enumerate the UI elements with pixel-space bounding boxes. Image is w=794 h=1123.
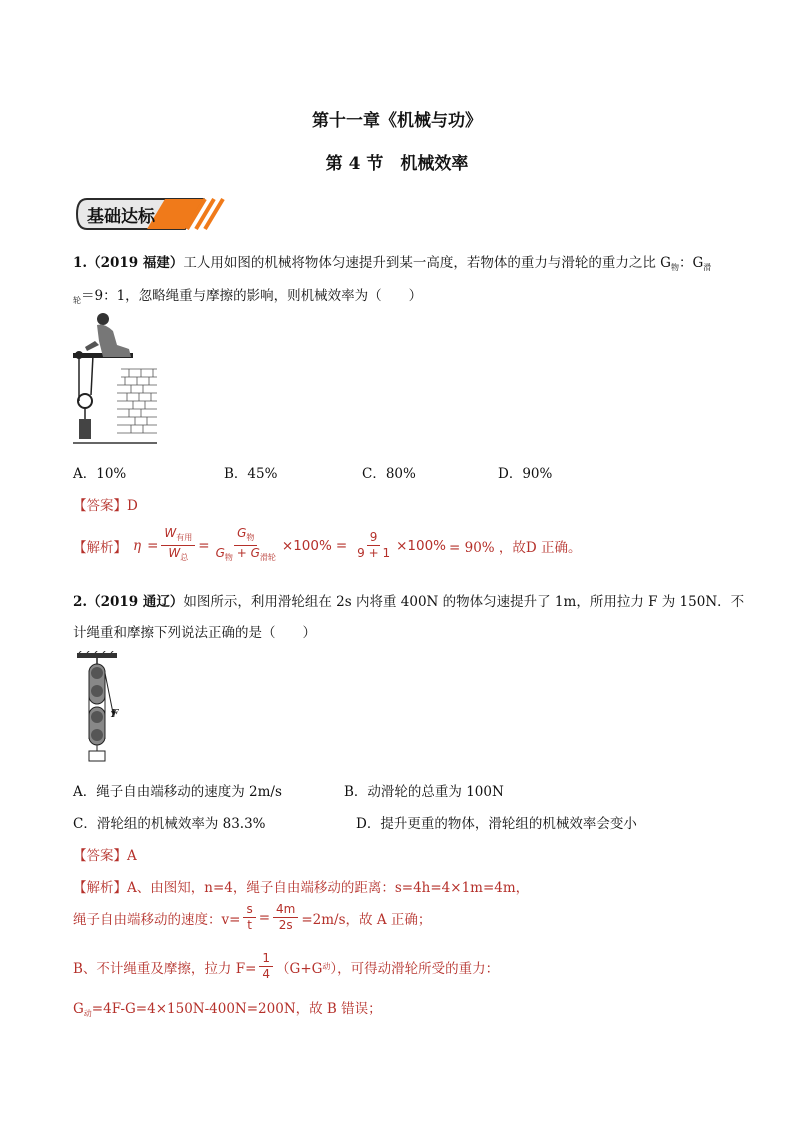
q2-four: 4 (262, 967, 271, 981)
q1-answer (73, 494, 138, 514)
q2-answer (73, 844, 137, 864)
q2-analysis-b1 (73, 951, 499, 982)
q2-b2-g: G (73, 1001, 84, 1017)
q2-b1-end: ），可得动滑轮所受的重力： (330, 960, 500, 977)
q1-g-num-sub: 物 (246, 533, 255, 542)
q2-answer-label: 【答案】 (73, 848, 127, 864)
q2-option-a: A．绳子自由端移动的速度为 2m/s (73, 784, 282, 800)
q2-one: 1 (259, 951, 273, 967)
q1-sub-hua: 滑 (703, 263, 712, 272)
q1-stem-line2 (73, 284, 422, 306)
q2-analysis-label: 【解析】 (73, 880, 127, 896)
q1-number: 1. (73, 255, 88, 271)
q1-stem-text: 工人用如图的机械将物体匀速提升到某一高度，若物体的重力与滑轮的重力之比 G (183, 255, 671, 271)
q2-source: （2019 通辽） (87, 594, 184, 610)
q2-2s: 2s (278, 918, 293, 932)
q1-answer-value: D (127, 498, 138, 514)
q1-plus: + (232, 546, 251, 560)
section-badge (73, 196, 233, 232)
q2-stem-text: 如图所示，利用滑轮组在 2s 内将重 400N 的物体匀速提升了 1m，所用拉力 F 为 150N．不 (183, 594, 745, 610)
q1-g-den2: G (250, 546, 260, 560)
section-title: 第 4 节 机械效率 (325, 154, 469, 174)
q2-analysis-b2 (73, 997, 382, 1019)
q1-frac-w (161, 526, 195, 565)
q1-answer-label: 【答案】 (73, 498, 127, 514)
q1-g-den2-sub: 滑轮 (259, 553, 276, 562)
q1-analysis-label: 【解析】 (73, 539, 127, 556)
q2-b1-sub: 动 (322, 962, 331, 971)
q2-frac-quarter (259, 951, 273, 982)
q1-g-den1-sub: 物 (224, 553, 233, 562)
q2-figure-label-f: F (111, 707, 119, 720)
q1-stem-line1 (73, 251, 711, 273)
q1-eta: η (133, 537, 142, 554)
q1-g-num: G (237, 526, 247, 540)
q1-analysis (73, 526, 582, 565)
q2-analysis-a2 (73, 902, 431, 933)
q1-times1: ×100% (281, 537, 332, 554)
q1-nine: 9 (367, 530, 381, 546)
q2-answer-value: A (127, 848, 137, 864)
q2-figure-pulley-block (73, 651, 135, 763)
q2-option-d: D．提升更重的物体，滑轮组的机械效率会变小 (356, 816, 637, 832)
q1-sub-lun: 轮 (73, 296, 81, 305)
chapter-title: 第十一章《机械与功》 (312, 111, 482, 131)
q2-analysis-a1 (73, 876, 529, 896)
q2-frac-st (243, 902, 255, 933)
q2-4m: 4m (273, 902, 298, 918)
q1-option-d: D．90% (498, 466, 553, 482)
q2-option-b: B．动滑轮的总重为 100N (344, 784, 504, 800)
q1-w-you-sub: 有用 (176, 533, 193, 542)
q2-a2-eq: = (258, 909, 271, 926)
q1-eq2: = (198, 537, 210, 554)
q2-b1-post: （G+G (276, 960, 323, 977)
q1-nine-plus-one: 9 + 1 (357, 546, 391, 560)
q1-times2: ×100% (396, 537, 447, 554)
q2-b2-sub: 动 (83, 1009, 92, 1018)
q1-w-you: W (164, 526, 177, 540)
q1-g-den1: G (215, 546, 225, 560)
q1-option-b: B．45% (224, 466, 278, 482)
q1-colon: ：G (678, 255, 704, 271)
q1-option-c: C．80% (362, 466, 416, 482)
q1-frac-num (354, 530, 393, 561)
q1-w-zong-sub: 总 (180, 553, 189, 562)
q1-result: = 90% ，故D 正确。 (449, 539, 582, 556)
q2-frac-4m2s (273, 902, 298, 933)
q1-eq1: = (147, 537, 159, 554)
q1-figure-worker-pulley (73, 311, 157, 447)
q1-eq3: = (335, 537, 348, 554)
q1-sub-wu: 物 (670, 263, 679, 272)
q2-number: 2. (73, 594, 88, 610)
q2-s: s (243, 902, 255, 918)
q2-stem-line2: 计绳重和摩擦下列说法正确的是（ ） (73, 625, 316, 641)
q2-b1-pre: B、不计绳重及摩擦，拉力 F= (73, 960, 257, 977)
q2-b2-post: =4F-G=4×150N-400N=200N，故 B 错误； (91, 1001, 382, 1017)
q2-option-c: C．滑轮组的机械效率为 83.3% (73, 816, 266, 832)
q1-option-a: A．10% (73, 466, 127, 482)
q2-a2-pre: 绳子自由端移动的速度：v= (73, 911, 241, 928)
badge-label: 基础达标 (87, 207, 155, 227)
q2-stem-line1 (73, 590, 744, 610)
q2-t: t (247, 918, 252, 932)
q1-w-zong: W (168, 546, 181, 560)
q2-a2-post: =2m/s，故 A 正确； (301, 911, 432, 928)
q1-frac-g (213, 526, 279, 565)
q2-analysis-a1-text: A、由图知，n=4，绳子自由端移动的距离：s=4h=4×1m=4m， (127, 880, 530, 896)
q1-source: （2019 福建） (87, 255, 184, 271)
q1-stem-text2: ＝9：1，忽略绳重与摩擦的影响，则机械效率为（ ） (81, 288, 423, 304)
